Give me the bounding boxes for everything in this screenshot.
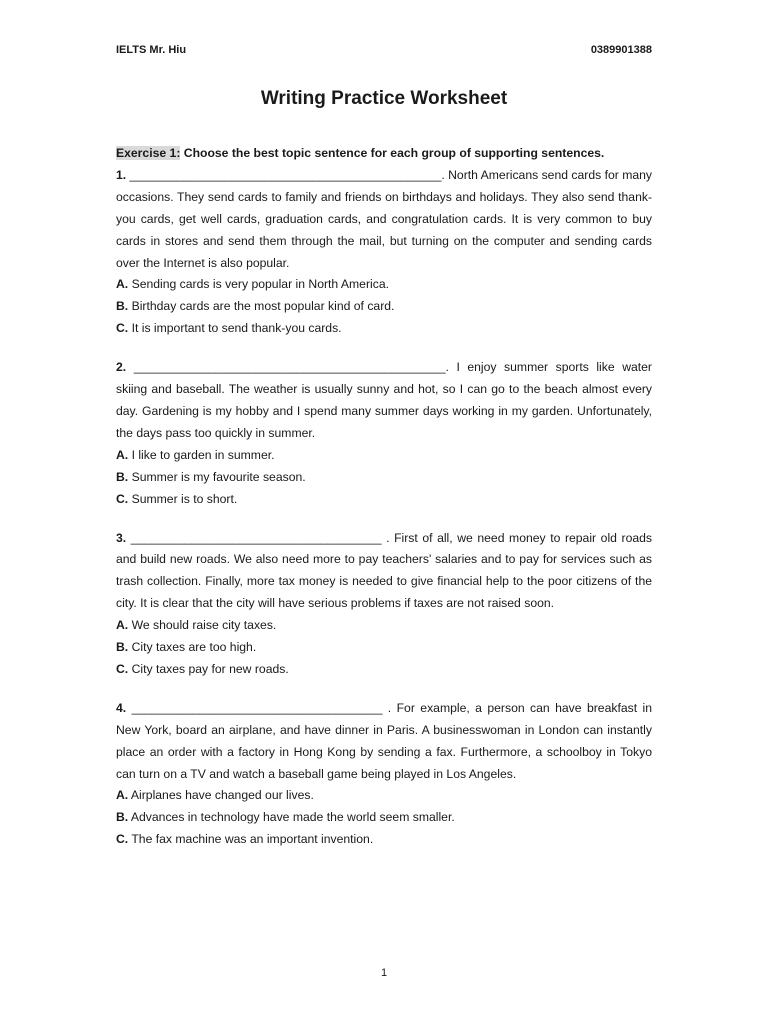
option-letter: C. bbox=[116, 491, 129, 506]
question-number: 1. bbox=[116, 167, 127, 182]
option-text: City taxes pay for new roads. bbox=[128, 661, 289, 676]
question-1 bbox=[116, 165, 652, 340]
option-a bbox=[116, 615, 652, 637]
option-text: Advances in technology have made the world seem smaller. bbox=[128, 810, 455, 825]
option-text: The fax machine was an important invention. bbox=[128, 832, 374, 847]
option-c bbox=[116, 829, 652, 851]
option-letter: B. bbox=[116, 810, 129, 825]
question-body: _____________________________________ . For example, a person can have breakfast in New York, board an airplane, and have dinner in Paris. A businesswoman in London can instantly place an order with a factory in Hong Kong by sending a fax. Furthermore, a schoolboy in Tokyo can turn on a TV and watch a baseball game being played in Los Angeles. bbox=[116, 700, 652, 781]
option-text: Airplanes have changed our lives. bbox=[128, 788, 314, 803]
option-letter: C. bbox=[116, 832, 129, 847]
question-body: ______________________________________________. North Americans send cards for many occasions. They send cards to family and friends on birthdays and holidays. They also send thank-you cards, get well cards, graduation cards, and congratulation cards. It is very common to buy cards in stores and send them through the mail, but turning on the computer and sending cards over the Internet is also popular. bbox=[116, 167, 653, 270]
page-title: Writing Practice Worksheet bbox=[260, 88, 508, 109]
option-text: Summer is to short. bbox=[128, 491, 238, 506]
option-a bbox=[116, 274, 652, 296]
question-text bbox=[116, 698, 652, 786]
option-letter: A. bbox=[116, 277, 129, 292]
option-text: City taxes are too high. bbox=[128, 640, 257, 655]
question-text bbox=[116, 528, 652, 616]
option-a bbox=[116, 785, 652, 807]
option-c bbox=[116, 318, 652, 340]
option-letter: C. bbox=[116, 661, 129, 676]
question-number: 3. bbox=[116, 530, 127, 545]
option-letter: B. bbox=[116, 640, 129, 655]
option-letter: B. bbox=[116, 299, 129, 314]
question-number: 2. bbox=[116, 360, 127, 375]
header-author: IELTS Mr. Hiu bbox=[116, 44, 187, 56]
option-letter: C. bbox=[116, 321, 129, 336]
header-phone: 0389901388 bbox=[590, 44, 652, 56]
option-text: Sending cards is very popular in North America. bbox=[128, 277, 389, 292]
exercise-instruction: Choose the best topic sentence for each group of supporting sentences. bbox=[180, 146, 605, 160]
option-c bbox=[116, 659, 652, 681]
question-number: 4. bbox=[116, 700, 127, 715]
question-2 bbox=[116, 357, 652, 510]
option-b bbox=[116, 467, 652, 489]
option-c bbox=[116, 489, 652, 511]
page-number: 1 bbox=[380, 967, 388, 979]
option-letter: A. bbox=[116, 788, 129, 803]
question-text bbox=[116, 165, 652, 275]
worksheet-content bbox=[116, 143, 652, 868]
question-text bbox=[116, 357, 652, 445]
option-text: I like to garden in summer. bbox=[128, 447, 275, 462]
option-letter: A. bbox=[116, 618, 129, 633]
option-b bbox=[116, 637, 652, 659]
option-letter: B. bbox=[116, 469, 129, 484]
question-body: _____________________________________ . First of all, we need money to repair old roads and build new roads. We also need more to pay teachers' salaries and to pay for services such as trash collection. Finally, more tax money is needed to give financial help to the poor citizens of the city. It is clear that the city will have serious problems if taxes are not raised soon. bbox=[116, 530, 652, 611]
option-text: Summer is my favourite season. bbox=[128, 469, 306, 484]
option-a bbox=[116, 445, 652, 467]
question-body: ______________________________________________. I enjoy summer sports like water skiing and baseball. The weather is usually sunny and hot, so I can go to the beach almost every day. Gardening is my hobby and I spend many summer days working in my garden. Unfortunately, the days pass too quickly in summer. bbox=[116, 360, 652, 440]
exercise-heading bbox=[116, 143, 652, 165]
question-4 bbox=[116, 698, 652, 851]
option-b bbox=[116, 807, 652, 829]
option-letter: A. bbox=[116, 447, 129, 462]
option-text: We should raise city taxes. bbox=[128, 618, 277, 633]
option-text: Birthday cards are the most popular kind of card. bbox=[128, 299, 395, 314]
option-b bbox=[116, 296, 652, 318]
question-3 bbox=[116, 528, 652, 681]
option-text: It is important to send thank-you cards. bbox=[128, 321, 342, 336]
exercise-label: Exercise 1: bbox=[116, 146, 181, 160]
